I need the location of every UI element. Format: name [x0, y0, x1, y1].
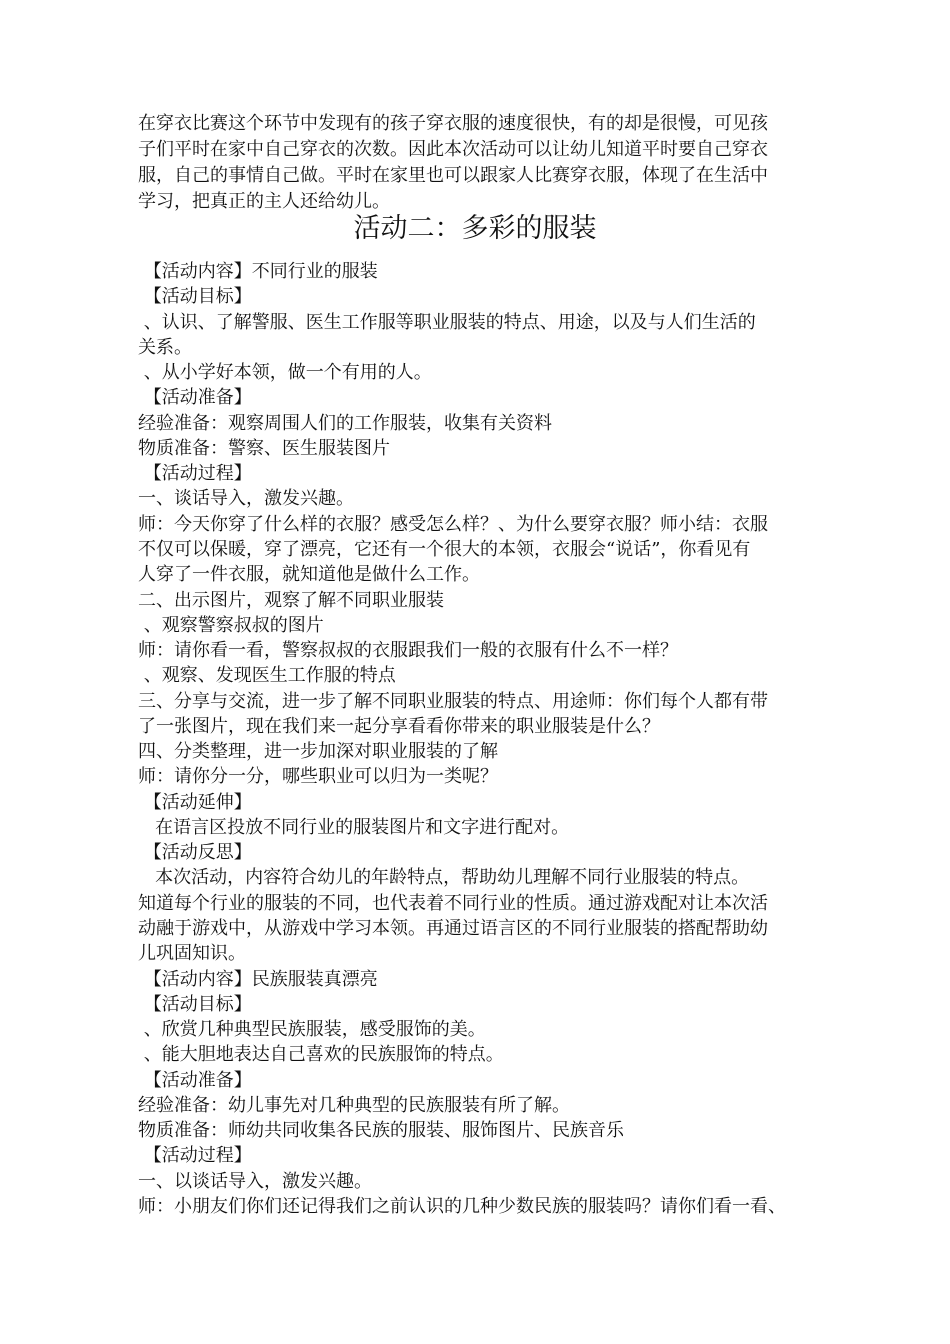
intro-line: 学习，把真正的主人还给幼儿。	[138, 191, 390, 212]
body-line: 【活动反思】	[138, 842, 252, 864]
section-title: 活动二：多彩的服装	[353, 213, 597, 244]
body-line: 【活动准备】	[138, 1069, 252, 1091]
body-line: 、欣赏几种典型民族服装，感受服饰的美。	[138, 1019, 486, 1041]
body-line: 二、出示图片，观察了解不同职业服装	[138, 589, 444, 611]
body-line: 人穿了一件衣服，就知道他是做什么工作。	[138, 564, 480, 586]
body-line: 【活动延伸】	[138, 791, 252, 813]
body-line: 关系。	[138, 336, 192, 358]
body-line: 四、分类整理，进一步加深对职业服装的了解	[138, 741, 498, 763]
body-line: 、从小学好本领，做一个有用的人。	[138, 362, 432, 384]
body-line: 【活动内容】不同行业的服装	[138, 261, 378, 282]
body-line: 了一张图片，现在我们来一起分享看看你带来的职业服装是什么？	[138, 715, 660, 737]
intro-line: 服，自己的事情自己做。平时在家里也可以跟家人比赛穿衣服，体现了在生活中	[138, 165, 768, 186]
body-line: 【活动过程】	[138, 463, 252, 485]
body-line: 【活动目标】	[138, 286, 252, 308]
body-line: 、能大胆地表达自己喜欢的民族服饰的特点。	[138, 1044, 504, 1066]
body-line: 动融于游戏中，从游戏中学习本领。再通过语言区的不同行业服装的搭配帮助幼	[138, 918, 768, 940]
body-line: 师：请你看一看，警察叔叔的衣服跟我们一般的衣服有什么不一样？	[138, 640, 678, 662]
body-line: 【活动目标】	[138, 993, 252, 1015]
body-line: 知道每个行业的服装的不同，也代表着不同行业的性质。通过游戏配对让本次活	[138, 892, 768, 914]
body-line: 经验准备：幼儿事先对几种典型的民族服装有所了解。	[138, 1094, 570, 1116]
body-line: 经验准备：观察周围人们的工作服装，收集有关资料	[138, 412, 552, 434]
body-line: 、认识、了解警服、医生工作服等职业服装的特点、用途，以及与人们生活的	[138, 311, 756, 333]
body-line: 师：今天你穿了什么样的衣服？感受怎么样？、为什么要穿衣服？师小结：衣服	[138, 513, 768, 535]
body-line: 儿巩固知识。	[138, 943, 246, 965]
body-line: 师：请你分一分，哪些职业可以归为一类呢？	[138, 766, 498, 788]
intro-line: 在穿衣比赛这个环节中发现有的孩子穿衣服的速度很快，有的却是很慢，可见孩	[138, 113, 768, 134]
body-line: 三、分享与交流，进一步了解不同职业服装的特点、用途师：你们每个人都有带	[138, 690, 768, 712]
body-line: 不仅可以保暖，穿了漂亮，它还有一个很大的本领，衣服会“说话”，你看见有	[138, 538, 751, 560]
body-line: 在语言区投放不同行业的服装图片和文字进行配对。	[138, 816, 570, 838]
body-line: 【活动准备】	[138, 387, 252, 409]
body-line: 、观察、发现医生工作服的特点	[138, 665, 396, 687]
body-line: 师：小朋友们你们还记得我们之前认识的几种少数民族的服装吗？请你们看一看、	[138, 1195, 786, 1217]
body-line: 【活动内容】民族服装真漂亮	[138, 968, 378, 990]
intro-line: 子们平时在家中自己穿衣的次数。因此本次活动可以让幼儿知道平时要自己穿衣	[138, 139, 768, 160]
body-line: 一、以谈话导入，激发兴趣。	[138, 1170, 372, 1192]
body-line: 本次活动，内容符合幼儿的年龄特点，帮助幼儿理解不同行业服装的特点。	[138, 867, 750, 889]
body-line: 【活动过程】	[138, 1145, 252, 1167]
body-line: 物质准备：师幼共同收集各民族的服装、服饰图片、民族音乐	[138, 1120, 624, 1142]
body-line: 物质准备：警察、医生服装图片	[138, 437, 390, 459]
body-line: 、观察警察叔叔的图片	[138, 614, 324, 636]
body-line: 一、谈话导入，激发兴趣。	[138, 488, 354, 510]
